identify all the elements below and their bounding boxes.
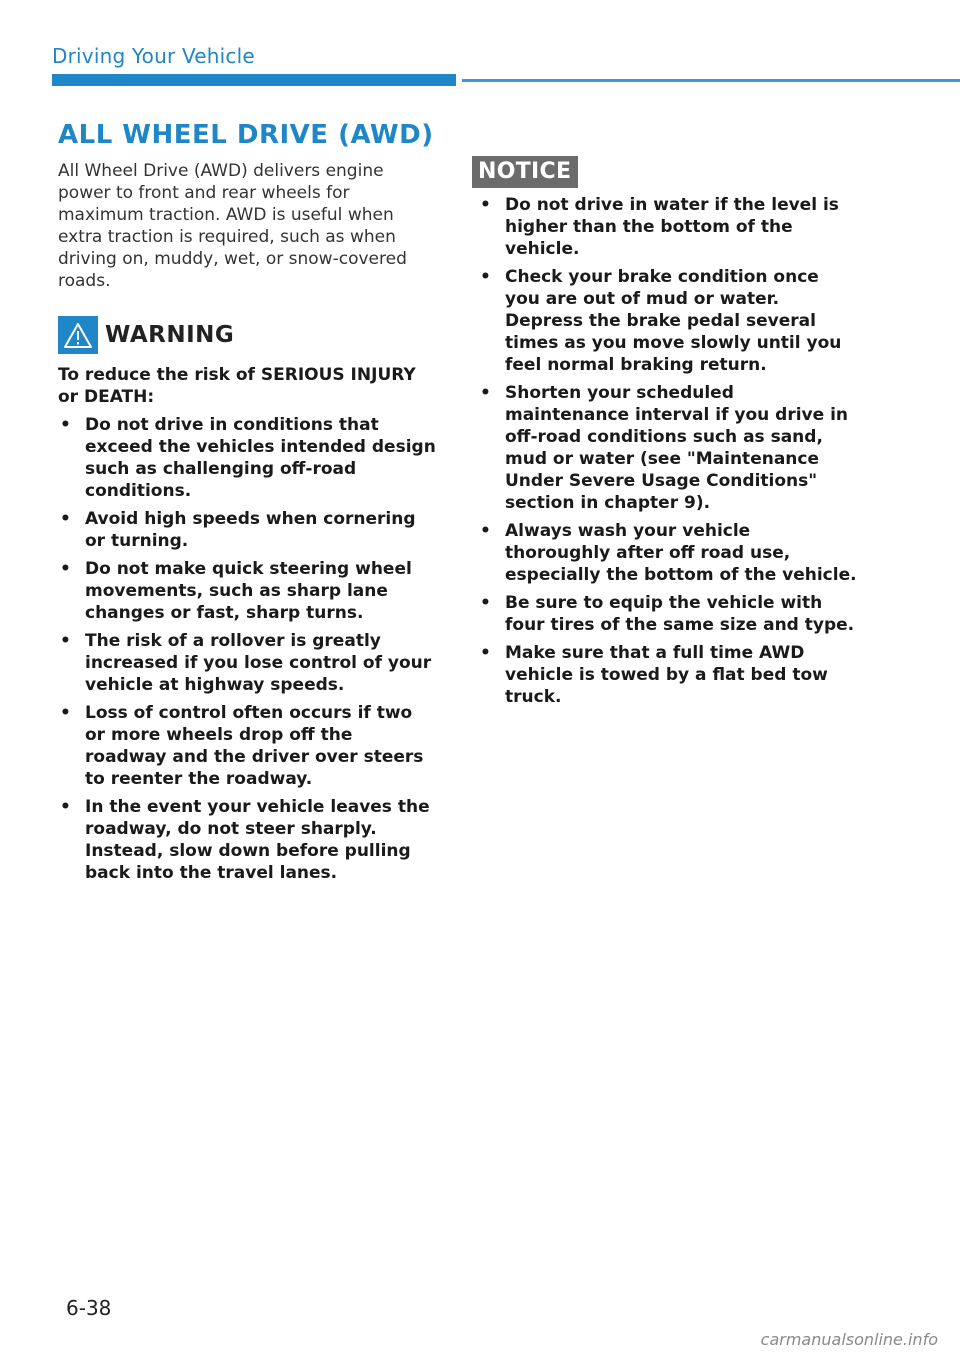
section-intro: All Wheel Drive (AWD) delivers engine power to front and rear wheels for maximum traction. AWD is useful when extra traction is required, such as when driving on, muddy, wet, or snow-covered roads. (58, 161, 407, 291)
warning-item-text: Do not drive in conditions that exceed the vehicles intended design such as challenging off-road conditions. (85, 415, 436, 501)
chapter-header-title: Driving Your Vehicle (52, 44, 255, 68)
watermark-link[interactable]: carmanualsonline.info (760, 1330, 938, 1349)
bullet-icon: • (60, 703, 71, 723)
warning-list (58, 414, 438, 884)
warning-item-text: The risk of a rollover is greatly increased if you lose control of your vehicle at highway speeds. (85, 631, 432, 695)
notice-item-text: Always wash your vehicle thoroughly after off road use, especially the bottom of the vehicle. (505, 521, 857, 585)
warning-item-text: In the event your vehicle leaves the roadway, do not steer sharply. Instead, slow down before pulling back into the travel lanes. (85, 797, 430, 883)
header-rule-thin (462, 79, 960, 82)
bullet-icon: • (60, 631, 71, 651)
list-item (58, 558, 438, 624)
page-number: 6-38 (66, 1296, 112, 1320)
notice-item-text: Check your brake condition once you are out of mud or water. Depress the brake pedal several times as you move slowly until you feel normal braking return. (505, 267, 842, 375)
list-item (478, 194, 858, 260)
left-column (58, 120, 438, 884)
notice-badge: NOTICE (472, 156, 578, 188)
list-item (478, 266, 858, 376)
notice-item-text: Make sure that a full time AWD vehicle is towed by a flat bed tow truck. (505, 643, 828, 707)
list-item (58, 508, 438, 552)
bullet-icon: • (480, 643, 491, 663)
list-item (478, 592, 858, 636)
warning-triangle-icon (58, 316, 98, 354)
list-item (58, 630, 438, 696)
bullet-icon: • (480, 267, 491, 287)
bullet-icon: • (60, 797, 71, 817)
bullet-icon: • (480, 383, 491, 403)
notice-list (478, 194, 858, 708)
list-item (478, 642, 858, 708)
list-item (58, 414, 438, 502)
bullet-icon: • (480, 593, 491, 613)
bullet-icon: • (60, 415, 71, 435)
bullet-icon: • (480, 521, 491, 541)
warning-item-text: Loss of control often occurs if two or more wheels drop off the roadway and the driver over steers to reenter the roadway. (85, 703, 424, 789)
list-item (478, 520, 858, 586)
bullet-icon: • (60, 509, 71, 529)
list-item (478, 382, 858, 514)
warning-header (58, 316, 438, 354)
warning-item-text: Avoid high speeds when cornering or turning. (85, 509, 416, 551)
notice-item-text: Be sure to equip the vehicle with four tires of the same size and type. (505, 593, 855, 635)
header-rule-thick (52, 74, 456, 86)
warning-item-text: Do not make quick steering wheel movements, such as sharp lane changes or fast, sharp turns. (85, 559, 412, 623)
notice-item-text: Do not drive in water if the level is higher than the bottom of the vehicle. (505, 195, 839, 259)
bullet-icon: • (480, 195, 491, 215)
warning-label: WARNING (105, 322, 235, 348)
list-item (58, 796, 438, 884)
list-item (58, 702, 438, 790)
notice-item-text: Shorten your scheduled maintenance interval if you drive in off-road conditions such as sand, mud or water (see "Maintenance Under Severe Usage Conditions" section in chapter 9). (505, 383, 849, 513)
section-title: ALL WHEEL DRIVE (AWD) (58, 120, 434, 150)
bullet-icon: • (60, 559, 71, 579)
right-column (478, 156, 858, 708)
warning-intro: To reduce the risk of SERIOUS INJURY or DEATH: (58, 365, 416, 407)
